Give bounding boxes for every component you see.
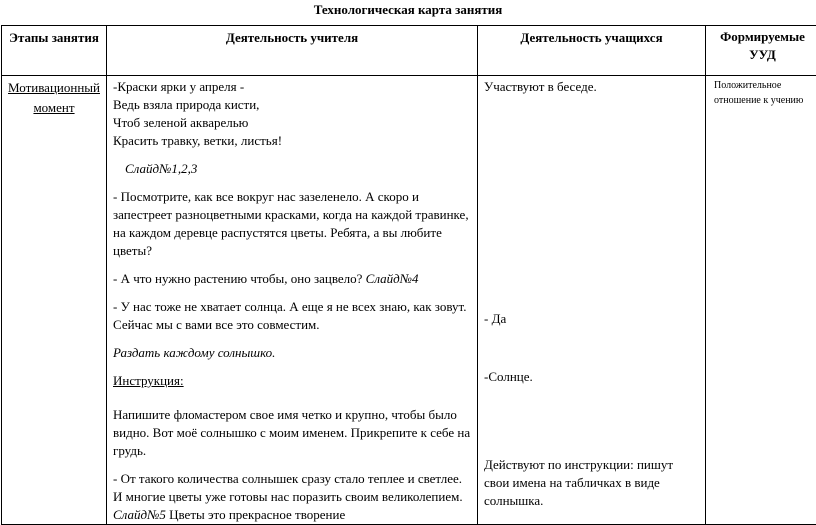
student-answer: Участвуют в беседе.: [484, 78, 699, 96]
student-answer: - Да: [484, 310, 506, 328]
slide-reference: Слайд№5: [113, 507, 166, 522]
header-uud: Формируемые УУД: [706, 26, 816, 76]
teacher-paragraph: - Посмотрите, как все вокруг нас зазеленело. А скоро и запестреет разноцветными красками, когда на каждой травинке, на каждом деревце распустятся цветы. Ребята, а вы любите цветы?: [113, 188, 471, 260]
teacher-paragraph: [113, 270, 471, 288]
teacher-activity-cell: [107, 76, 478, 525]
poem-line-1: -Краски ярки у апреля -: [113, 78, 471, 96]
slide-reference: Слайд№4: [366, 271, 419, 286]
teacher-paragraph: - У нас тоже не хватает солнца. А еще я не всех знаю, как зовут. Сейчас мы с вами все это совместим.: [113, 298, 471, 334]
teacher-text: - От такого количества солнышек сразу стало теплее и светлее. И многие цветы уже готовы нас поразить своим великолепием.: [113, 471, 463, 504]
uud-cell: [706, 76, 816, 525]
question-text: - А что нужно растению чтобы, оно зацвело?: [113, 271, 362, 286]
instruction-heading: Инструкция:: [113, 372, 471, 390]
document-title: Технологическая карта занятия: [0, 2, 816, 18]
poem-line-2: Ведь взяла природа кисти,: [113, 96, 471, 114]
teacher-paragraph: Раздать каждому солнышко.: [113, 344, 471, 362]
lesson-map-table: [1, 25, 816, 525]
stage-cell: [2, 76, 107, 525]
slide-reference: Слайд№1,2,3: [113, 160, 471, 178]
table-header-row: [2, 26, 816, 76]
teacher-text: Цветы это прекрасное творение: [169, 507, 345, 522]
teacher-paragraph: [113, 470, 471, 524]
students-activity-cell: [478, 76, 706, 525]
student-answer: Действуют по инструкции: пишут свои имена на табличках в виде солнышка.: [484, 456, 694, 510]
student-answer: -Солнце.: [484, 368, 533, 386]
header-students: Деятельность учащихся: [478, 26, 706, 76]
header-teacher: Деятельность учителя: [107, 26, 478, 76]
stage-line-1: Мотивационный: [8, 80, 100, 95]
poem-line-3: Чтоб зеленой акварелью: [113, 114, 471, 132]
stage-line-2: момент: [33, 100, 74, 115]
teacher-paragraph: Напишите фломастером свое имя четко и крупно, чтобы было видно. Вот моё солнышко с моим именем. Прикрепите к себе на грудь.: [113, 406, 471, 460]
uud-text: Положительное отношение к учению: [710, 78, 815, 108]
table-row: [2, 76, 816, 525]
header-stages: Этапы занятия: [2, 26, 107, 76]
poem-line-4: Красить травку, ветки, листья!: [113, 132, 471, 150]
